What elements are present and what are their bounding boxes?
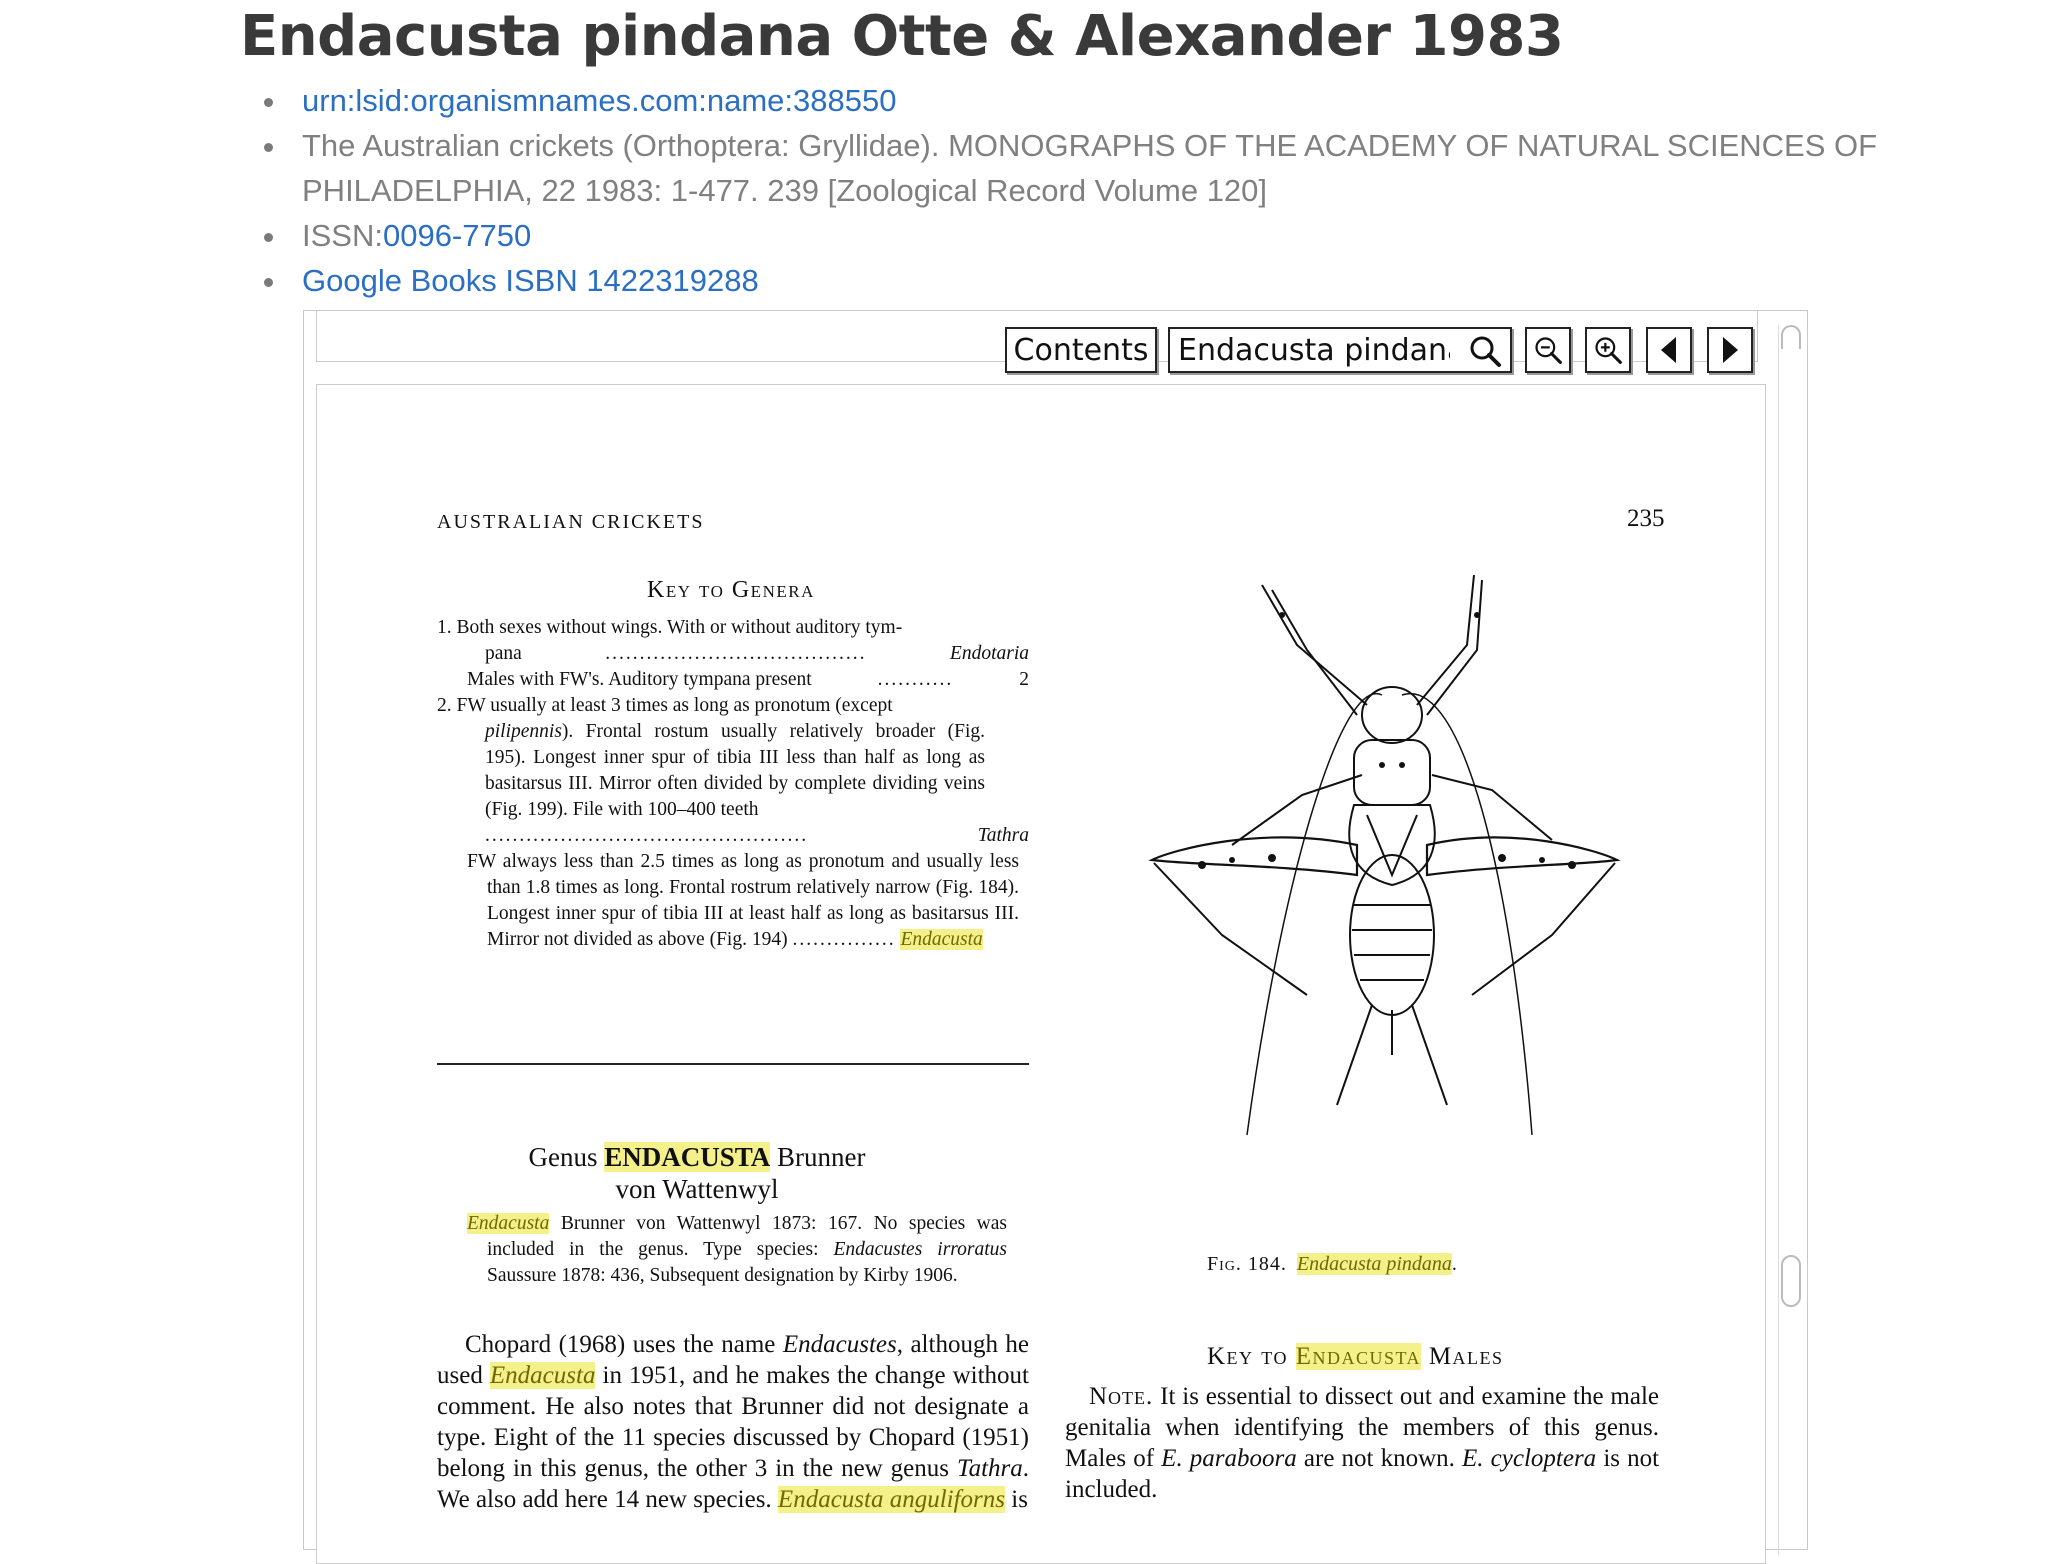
note-text: It is essential to dissect out and examine the male genitalia when identifying the members of this genus. Males of <box>1065 1383 1660 1472</box>
book-page <box>316 384 1766 1564</box>
key-entry-1-text: pana <box>485 643 522 664</box>
search-input[interactable] <box>1178 333 1450 367</box>
figure-caption <box>1207 1253 1457 1276</box>
para-text: in 1951, and he makes the change without comment. He also notes that Brunner did not designate a type. Eight of the 11 species discussed by Chopard (1951) belong in this genus, the other 3 in the new genus <box>437 1362 1030 1482</box>
key-males-text-2: Males <box>1428 1343 1504 1370</box>
metadata-list <box>260 78 1960 303</box>
search-box <box>1168 327 1512 373</box>
previous-page-button[interactable] <box>1646 327 1692 373</box>
key-entry-1 <box>437 615 1029 667</box>
key-to-genera-heading: Key to Genera <box>647 577 815 603</box>
next-page-button[interactable] <box>1707 327 1753 373</box>
para-text: . We also add here 14 new species. <box>437 1455 1030 1513</box>
book-viewer <box>303 310 1808 1550</box>
note-paragraph <box>1065 1381 1659 1505</box>
key-result-tathra: Tathra <box>977 825 1029 846</box>
leader-dots: ............................................... <box>485 825 809 846</box>
key-result-endacusta: Endacusta <box>900 929 983 950</box>
metadata-item-google-books <box>260 258 1960 303</box>
key-entry-2b <box>467 849 1029 953</box>
lsid-link[interactable]: urn:lsid:organismnames.com:name:388550 <box>302 83 897 118</box>
leader-dots: ........... <box>877 669 954 690</box>
previous-page-icon <box>1657 335 1681 365</box>
viewer-toolbar <box>316 311 1758 368</box>
syn-type-species: Endacustes irroratus <box>833 1239 1007 1260</box>
body-paragraph <box>437 1329 1029 1515</box>
para-text: , although he used <box>437 1331 1030 1389</box>
key-entry-2-text: ). Frontal rostum usually relatively broader (Fig. 195). Longest inner spur of tibia III less than half as long as basitarsus III. Mirror often divided by complete dividing veins (Fig. 199). File with 100–400 teeth <box>485 721 985 820</box>
google-books-link[interactable]: Google Books ISBN 1422319288 <box>302 263 759 298</box>
para-text: Chopard (1968) uses the name <box>465 1331 776 1358</box>
issn-link[interactable]: 0096-7750 <box>382 218 532 253</box>
syn-text: Brunner von Wattenwyl 1873: 167. No species was included in the genus. Type species: <box>487 1213 1007 1260</box>
para-highlight-endacusta: Endacusta <box>489 1362 596 1389</box>
genus-name: ENDACUSTA <box>604 1142 771 1172</box>
figure-species-name: Endacusta pindana <box>1296 1253 1452 1275</box>
key-entry-2-body <box>437 719 985 823</box>
genus-author: Brunner <box>777 1142 866 1172</box>
zoom-out-icon <box>1533 333 1563 367</box>
search-icon[interactable] <box>1468 334 1502 368</box>
key-entry-2-species: pilipennis <box>485 721 562 742</box>
zoom-in-icon <box>1593 333 1623 367</box>
figure-label: Fig. 184. <box>1207 1253 1287 1275</box>
key-entry-2-result <box>437 823 1029 849</box>
genus-prefix: Genus <box>528 1142 598 1172</box>
note-text-3: is not included. <box>1065 1445 1660 1503</box>
para-text: is <box>1011 1486 1028 1513</box>
figure-caption-dot: . <box>1451 1253 1457 1275</box>
leader-dots: ...................................... <box>605 643 867 664</box>
key-result-2: 2 <box>1019 669 1029 690</box>
zoom-in-button[interactable] <box>1585 327 1631 373</box>
key-to-males-heading <box>1207 1343 1504 1371</box>
column-rule <box>437 1063 1029 1065</box>
para-highlight-anguliforns: Endacusta anguliforns <box>777 1486 1006 1513</box>
page-number: 235 <box>1627 505 1665 532</box>
next-page-icon <box>1718 335 1742 365</box>
key-entry-2-line: 2. FW usually at least 3 times as long as pronotum (except <box>437 695 893 716</box>
key-entry-1b-text: Males with FW's. Auditory tympana present <box>467 669 812 690</box>
key-entry-1-result <box>437 641 1029 667</box>
key-males-genus: Endacusta <box>1295 1343 1422 1370</box>
issn-label: ISSN: <box>302 218 383 253</box>
leader-dots: ............... <box>792 929 896 950</box>
key-entry-2 <box>437 693 1029 849</box>
key-entry-2b-text: FW always less than 2.5 times as long as pronotum and usually less than 1.8 times as long. Frontal rostrum relatively narrow (Fig. 184). Longest inner spur of tibia III at least half as long as basitarsus III. Mirror not divided as above (Fig. 194) <box>467 851 1019 950</box>
metadata-item-citation <box>260 123 1960 213</box>
page-title: Endacusta pindana Otte & Alexander 1983 <box>240 4 1564 69</box>
cricket-illustration <box>1082 575 1682 1215</box>
genus-heading <box>497 1141 897 1205</box>
syn-genus-name: Endacusta <box>467 1213 550 1234</box>
metadata-item-issn <box>260 213 1960 258</box>
genus-synonymy <box>467 1211 1007 1289</box>
contents-button[interactable]: Contents <box>1005 327 1157 373</box>
scrollbar-thumb[interactable] <box>1781 1255 1801 1307</box>
genus-author-line2: von Wattenwyl <box>615 1174 779 1204</box>
key-males-text: Key to <box>1207 1343 1288 1370</box>
scrollbar-cap <box>1781 325 1801 349</box>
running-head: AUSTRALIAN CRICKETS <box>437 511 705 533</box>
metadata-item-lsid <box>260 78 1960 123</box>
viewer-scrollbar[interactable] <box>1778 325 1803 1555</box>
key-entry-2b-body <box>467 849 1019 953</box>
zoom-out-button[interactable] <box>1525 327 1571 373</box>
note-label: Note. <box>1089 1383 1154 1410</box>
para-italic-endacustes: Endacustes <box>782 1331 897 1358</box>
note-text-2: are not known. <box>1303 1445 1455 1472</box>
para-italic-tathra: Tathra <box>956 1455 1023 1482</box>
note-species-cycloptera: E. cycloptera <box>1462 1445 1597 1472</box>
key-entry-1b <box>467 667 1029 693</box>
key-result-endotaria: Endotaria <box>949 643 1029 664</box>
note-species-paraboora: E. paraboora <box>1161 1445 1297 1472</box>
syn-text-2: Saussure 1878: 436, Subsequent designation by Kirby 1906. <box>487 1265 958 1286</box>
key-entry-1-line: 1. Both sexes without wings. With or without auditory tym- <box>437 617 903 638</box>
citation-text: The Australian crickets (Orthoptera: Gryllidae). MONOGRAPHS OF THE ACADEMY OF NATURAL SCIENCES OF PHILADELPHIA, 22 1983: 1-477. 239 [Zoological Record Volume 120] <box>302 128 1878 208</box>
